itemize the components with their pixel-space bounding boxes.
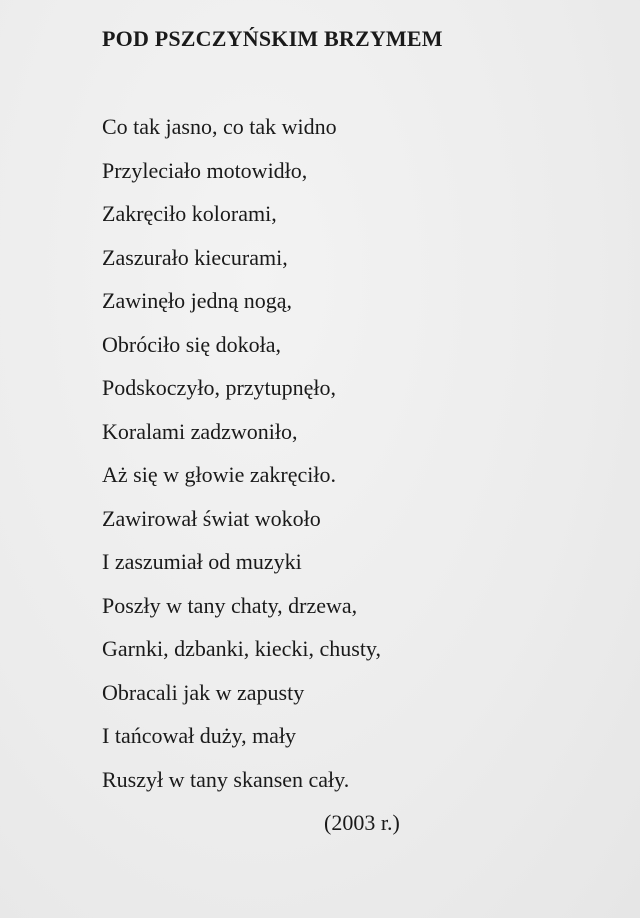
- poem-line: I tańcował duży, mały: [102, 723, 297, 748]
- poem-title: POD PSZCZYŃSKIM BRZYMEM: [102, 26, 443, 51]
- poem-line: Co tak jasno, co tak widno: [102, 114, 337, 139]
- poem-date: (2003 r.): [324, 810, 400, 835]
- poem-line: Obracali jak w zapusty: [102, 679, 305, 705]
- poem-line: Aż się w głowie zakręciło.: [102, 462, 336, 487]
- poem-line: Podskoczyło, przytupnęło,: [102, 375, 337, 400]
- poem-line: Przyleciało motowidło,: [102, 157, 308, 183]
- poem-line: Poszły w tany chaty, drzewa,: [102, 592, 358, 618]
- poem-line: Garnki, dzbanki, kiecki, chusty,: [102, 636, 381, 661]
- poem-line: Ruszył w tany skansen cały.: [102, 766, 350, 792]
- poem-line: I zaszumiał od muzyki: [102, 549, 302, 574]
- poem-line: Zawirował świat wokoło: [102, 505, 321, 531]
- poem-line: Zakręciło kolorami,: [102, 201, 277, 226]
- poem-line: Zaszurało kiecurami,: [102, 244, 288, 270]
- poem-line: Zawinęło jedną nogą,: [102, 288, 292, 313]
- poem-body: [102, 112, 381, 808]
- poem-line: Koralami zadzwoniło,: [102, 418, 298, 444]
- poem-line: Obróciło się dokoła,: [102, 331, 282, 357]
